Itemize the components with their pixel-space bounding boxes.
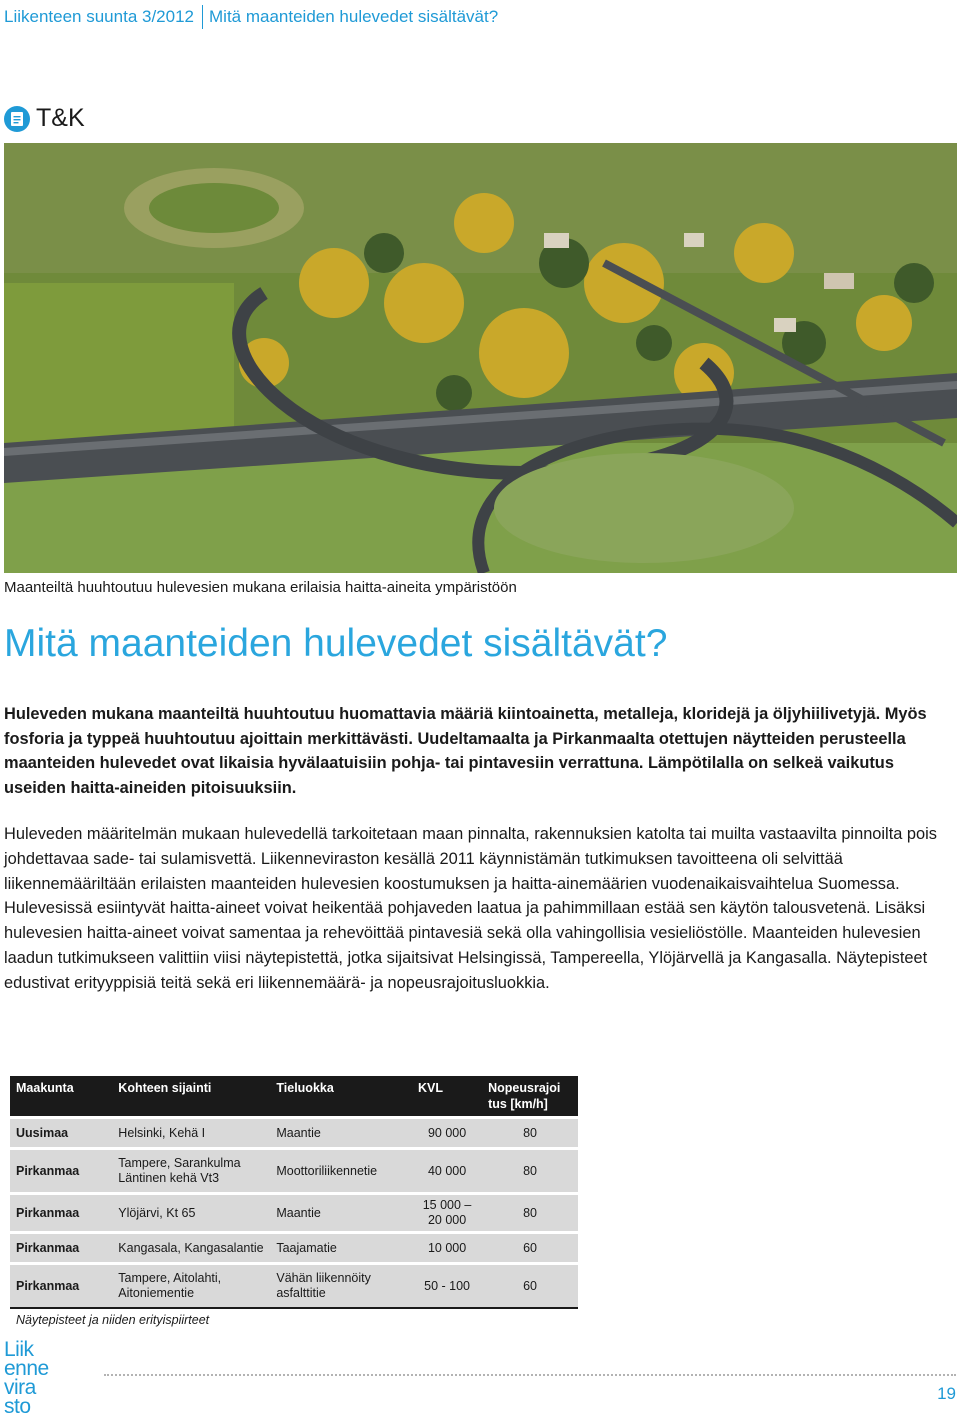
table-cell: Kangasala, Kangasalantie xyxy=(112,1233,270,1264)
table-cell: 15 000 – 20 000 xyxy=(412,1194,482,1233)
column-header: Maakunta xyxy=(10,1076,112,1118)
document-icon xyxy=(4,106,30,132)
column-header: Nopeusrajoi tus [km/h] xyxy=(482,1076,578,1118)
table-cell: Tampere, Aitolahti, Aitoniementie xyxy=(112,1264,270,1309)
body-paragraph: Huleveden määritelmän mukaan hulevedellä tarkoitetaan maan pinnalta, rakennuksien katolta tai muilta vastaavilta pinnoilta pois johdettavaa sade- tai sulamisvettä. Liikenneviraston kesällä 2011 käynnistämän tutkimuksen tavoitteena oli selvittää liikennemääriltään erilaisten maanteiden hulevesien koostumuksen ja haitta-ainemäärien vuodenaikaisvaihtelua Suomessa. Hulevesissä esiintyvät haitta-aineet voivat heikentää pohjaveden laatua ja pahimmillaan estää sen käytön talousvetenä. Lisäksi hulevesien haitta-aineet voivat samentaa ja rehevöittää pintavesiä sekä olla vahingollisia vesieliöstölle. Maanteiden hulevesien laadun tutkimukseen valittiin viisi näytepistettä, jotka sijaitsivat Helsingissä, Tampereella, Ylöjärvellä ja Kangasalla. Näytepisteet edustivat erityyppisiä teitä sekä eri liikennemäärä- ja nopeusrajoitusluokkia. xyxy=(4,825,937,992)
table-cell: 60 xyxy=(482,1264,578,1309)
table-cell: Uusimaa xyxy=(10,1118,112,1149)
running-header xyxy=(4,4,498,30)
table-cell: Taajamatie xyxy=(270,1233,412,1264)
table-cell: Maantie xyxy=(270,1118,412,1149)
liikennevirasto-logo xyxy=(4,1340,74,1416)
table-row xyxy=(10,1264,578,1309)
table-cell: Helsinki, Kehä I xyxy=(112,1118,270,1149)
table-cell: 90 000 xyxy=(412,1118,482,1149)
section-name: T&K xyxy=(36,104,85,132)
logo-line: Liik xyxy=(4,1338,34,1361)
table-cell: Pirkanmaa xyxy=(10,1194,112,1233)
table-cell: 80 xyxy=(482,1118,578,1149)
table-caption: Näytepisteet ja niiden erityispiirteet xyxy=(10,1308,578,1332)
article-title: Mitä maanteiden hulevedet sisältävät? xyxy=(4,622,668,665)
publication-name: Liikenteen suunta 3/2012 xyxy=(4,7,194,26)
table-cell: 80 xyxy=(482,1194,578,1233)
table-row xyxy=(10,1194,578,1233)
highway-aerial-photo xyxy=(4,143,957,573)
table-cell: 40 000 xyxy=(412,1149,482,1194)
table-cell: 80 xyxy=(482,1149,578,1194)
photo-caption: Maanteiltä huuhtoutuu hulevesien mukana erilaisia haitta-aineita ympäristöön xyxy=(4,579,517,596)
table-caption-row xyxy=(10,1308,578,1332)
column-header: KVL xyxy=(412,1076,482,1118)
table-cell: 50 - 100 xyxy=(412,1264,482,1309)
logo-line: enne xyxy=(4,1357,49,1380)
header-divider xyxy=(202,5,203,29)
table-cell: Pirkanmaa xyxy=(10,1264,112,1309)
table-cell: Pirkanmaa xyxy=(10,1233,112,1264)
table-cell: Moottoriliikennetie xyxy=(270,1149,412,1194)
column-header: Kohteen sijainti xyxy=(112,1076,270,1118)
table-cell: Maantie xyxy=(270,1194,412,1233)
article-running-title: Mitä maanteiden hulevedet sisältävät? xyxy=(209,7,499,26)
table-row xyxy=(10,1233,578,1264)
table-cell: 60 xyxy=(482,1233,578,1264)
table-header-row xyxy=(10,1076,578,1118)
lead-paragraph: Huleveden mukana maanteiltä huuhtoutuu huomattavia määriä kiintoainetta, metalleja, kloridejä ja öljyhiilivetyjä. Myös fosforia ja typpeä huuhtoutuu ajoittain merkittävästi. Uudeltamaalta ja Pirkanmaalta otettujen näytteiden perusteella maanteiden hulevedet ovat likaisia hyvälaatuisiin pohja- tai pintavesiin verrattuna. Lämpötilalla on selkeä vaikutus useiden haitta-aineiden pitoisuuksiin. xyxy=(4,705,927,797)
table-cell: Pirkanmaa xyxy=(10,1149,112,1194)
table-row xyxy=(10,1118,578,1149)
table-cell: Tampere, Sarankulma Läntinen kehä Vt3 xyxy=(112,1149,270,1194)
table-cell: Ylöjärvi, Kt 65 xyxy=(112,1194,270,1233)
footer-divider xyxy=(104,1374,956,1376)
logo-line: sto xyxy=(4,1395,31,1418)
logo-line: vira xyxy=(4,1376,36,1399)
table-cell: Vähän liikennöity asfalttitie xyxy=(270,1264,412,1309)
column-header: Tieluokka xyxy=(270,1076,412,1118)
table-cell: 10 000 xyxy=(412,1233,482,1264)
sampling-points-table xyxy=(10,1076,578,1332)
section-label xyxy=(4,104,85,133)
page-number: 19 xyxy=(937,1384,956,1403)
table-row xyxy=(10,1149,578,1194)
